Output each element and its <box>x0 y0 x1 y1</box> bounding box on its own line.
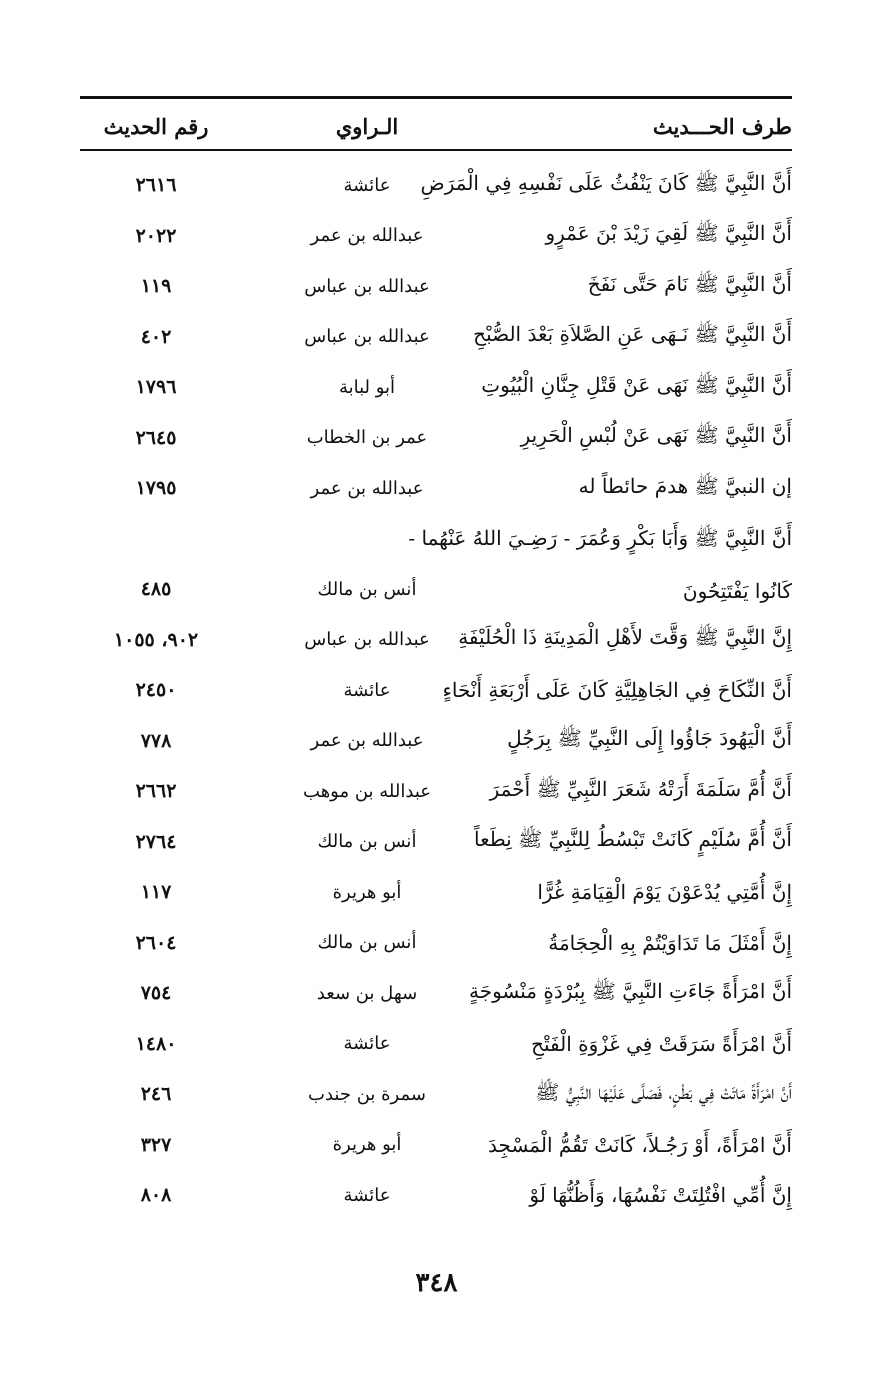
table-row <box>80 716 792 767</box>
narrator-name: أنس بن مالك <box>317 831 417 853</box>
hadith-text: أَنَّ أُمَّ سُلَيْمٍ كَانَتْ تَبْسُطُ لِلنَّبِيِّ ﷺ نِطَعاً <box>474 827 792 852</box>
hadith-number: ٢٦٦٢ <box>135 780 177 803</box>
narrator-name: عائشة <box>343 679 391 701</box>
hadith-text: إِنَّ أُمِّي افْتُلِتَتْ نَفْسُهَا، وَأَظُنُّهَا لَوْ <box>529 1183 792 1208</box>
table-row <box>80 160 792 211</box>
hadith-text-line-2: كَانُوا يَفْتَتِحُونَ <box>682 578 792 603</box>
hadith-number: ٢٦٤٥ <box>135 426 177 449</box>
table-row <box>80 463 792 514</box>
hadith-number: ١١٧ <box>140 881 172 904</box>
hadith-number: ١٤٨٠ <box>135 1032 177 1055</box>
narrator-name: عبدالله بن عمر <box>310 477 424 499</box>
narrator-name: أبو هريرة <box>332 1134 402 1156</box>
table-row <box>80 665 792 716</box>
hadith-number: ٢٤٦ <box>140 1083 172 1106</box>
table-row <box>80 615 792 666</box>
hadith-number: ٢٠٢٢ <box>135 224 177 247</box>
hadith-text: إن النبيَّ ﷺ هدمَ حائطاً له <box>578 473 792 498</box>
narrator-name: سمرة بن جندب <box>308 1083 426 1105</box>
table-row <box>80 1170 792 1221</box>
narrator-name: عبدالله بن عباس <box>304 326 430 348</box>
header-rawi-label: الـراوي <box>335 113 399 139</box>
hadith-text-line-1: أَنَّ النَّبِيَّ ﷺ وَأَبَا بَكْرٍ وَعُمَرَ - رَضِـيَ اللهُ عَنْهُما - <box>408 525 792 550</box>
page-number: ٣٤٨ <box>415 1268 458 1298</box>
narrator-name: عبدالله بن عمر <box>310 225 424 247</box>
header-top-rule <box>80 96 792 99</box>
hadith-text: أَنَّ امْرَأَةً، أَوْ رَجُـلاً، كَانَتْ تَقُمُّ الْمَسْجِدَ <box>488 1132 792 1157</box>
hadith-text: أَنَّ النَّبِيَّ ﷺ نَهَى عَنْ لُبْسِ الْحَرِيرِ <box>520 423 792 448</box>
hadith-number: ٢٦٠٤ <box>135 931 177 954</box>
hadith-text: أَنَّ أُمَّ سَلَمَةَ أَرَتْهُ شَعَرَ النَّبِيِّ ﷺ أَحْمَرَ <box>489 776 792 801</box>
hadith-text: أَنَّ امْرَأَةً مَاتَتْ فِي بَطْنٍ، فَصَلَّى عَلَيْهَا النَّبِيُّ ﷺ <box>535 1079 792 1104</box>
hadith-number: ١٧٩٦ <box>135 376 177 399</box>
hadith-text: أَنَّ النَّبِيَّ ﷺ نَـهَى عَنِ الصَّلاَةِ بَعْدَ الصُّبْحِ <box>473 322 792 347</box>
header-hadith-label: طرف الحـــديث <box>652 113 792 139</box>
header-bottom-rule <box>80 149 792 151</box>
table-row <box>80 1069 792 1120</box>
hadith-index-table <box>80 160 792 1221</box>
narrator-name: عمر بن الخطاب <box>306 427 428 449</box>
hadith-text: أَنَّ امْرَأَةً سَرَقَتْ فِي غَزْوَةِ الْفَتْحِ <box>531 1031 792 1056</box>
hadith-number: ٣٢٧ <box>140 1133 172 1156</box>
table-row <box>80 1120 792 1171</box>
hadith-text: أَنَّ الْيَهُودَ جَاؤُوا إِلَى النَّبِيِّ ﷺ بِرَجُلٍ <box>507 726 792 751</box>
hadith-number: ٨٠٨ <box>140 1184 172 1207</box>
narrator-name: سهل بن سعد <box>316 982 418 1004</box>
table-header <box>80 104 792 148</box>
hadith-number: ١٧٩٥ <box>135 477 177 500</box>
hadith-number: ٤٨٥ <box>140 578 172 600</box>
narrator-name: عبدالله بن عباس <box>304 275 430 297</box>
hadith-text: أَنَّ النَّبِيَّ ﷺ نَهَى عَنْ قَتْلِ جِنَّانِ الْبُيُوتِ <box>481 372 792 397</box>
hadith-number: ٤٠٢ <box>140 325 172 348</box>
table-row <box>80 261 792 312</box>
table-row <box>80 766 792 817</box>
hadith-number: ٢٧٦٤ <box>135 830 177 853</box>
hadith-number: ٢٦١٦ <box>135 174 177 197</box>
hadith-text: إِنَّ أَمْثَلَ مَا تَدَاوَيْتُمْ بِهِ الْحِجَامَةُ <box>548 930 792 955</box>
table-row <box>80 362 792 413</box>
hadith-number: ٧٥٤ <box>140 982 172 1005</box>
hadith-number: ١١٩ <box>140 275 172 298</box>
narrator-name: عبدالله بن عباس <box>304 629 430 651</box>
narrator-name: عبدالله بن عمر <box>310 730 424 752</box>
table-row <box>80 1019 792 1070</box>
table-row <box>80 867 792 918</box>
table-row <box>80 413 792 464</box>
header-number-label: رقم الحديث <box>103 113 209 139</box>
hadith-number: ٢٤٥٠ <box>135 679 177 702</box>
narrator-name: أبو لبابة <box>338 376 396 398</box>
table-row <box>80 817 792 868</box>
hadith-text: أَنَّ النَّبِيَّ ﷺ كَانَ يَنْفُثُ عَلَى نَفْسِهِ فِي الْمَرَضِ <box>420 170 792 195</box>
hadith-text: أَنَّ النَّبِيَّ ﷺ نَامَ حَتَّى نَفَخَ <box>587 271 792 296</box>
narrator-name: عائشة <box>343 1033 391 1055</box>
table-row <box>80 918 792 969</box>
hadith-text: أَنَّ النِّكَاحَ فِي الجَاهِلِيَّةِ كَانَ عَلَى أَرْبَعَةِ أَنْحَاءٍ <box>442 678 792 703</box>
narrator-name: أنس بن مالك <box>317 578 417 600</box>
hadith-text: إِنَّ أُمَّتِي يُدْعَوْنَ يَوْمَ الْقِيَامَةِ غُرًّا <box>537 880 792 905</box>
hadith-number: ٩٠٢، ١٠٥٥ <box>113 628 199 651</box>
hadith-number: ٧٧٨ <box>140 729 172 752</box>
hadith-text: أَنَّ امْرَأَةً جَاءَتِ النَّبِيَّ ﷺ بِبُرْدَةٍ مَنْسُوجَةٍ <box>469 978 792 1003</box>
table-row <box>80 514 792 615</box>
narrator-name: عبدالله بن موهب <box>303 780 431 802</box>
table-row <box>80 968 792 1019</box>
narrator-name: أنس بن مالك <box>317 932 417 954</box>
narrator-name: عائشة <box>343 1184 391 1206</box>
narrator-name: عائشة <box>343 174 391 196</box>
table-row <box>80 312 792 363</box>
hadith-text: إِنَّ النَّبِيَّ ﷺ وَقَّتَ لأَهْلِ الْمَدِينَةِ ذَا الْحُلَيْفَةِ <box>458 625 792 650</box>
hadith-text: أَنَّ النَّبِيَّ ﷺ لَقِيَ زَيْدَ بْنَ عَمْرٍو <box>545 221 792 246</box>
table-row <box>80 211 792 262</box>
narrator-name: أبو هريرة <box>332 881 402 903</box>
